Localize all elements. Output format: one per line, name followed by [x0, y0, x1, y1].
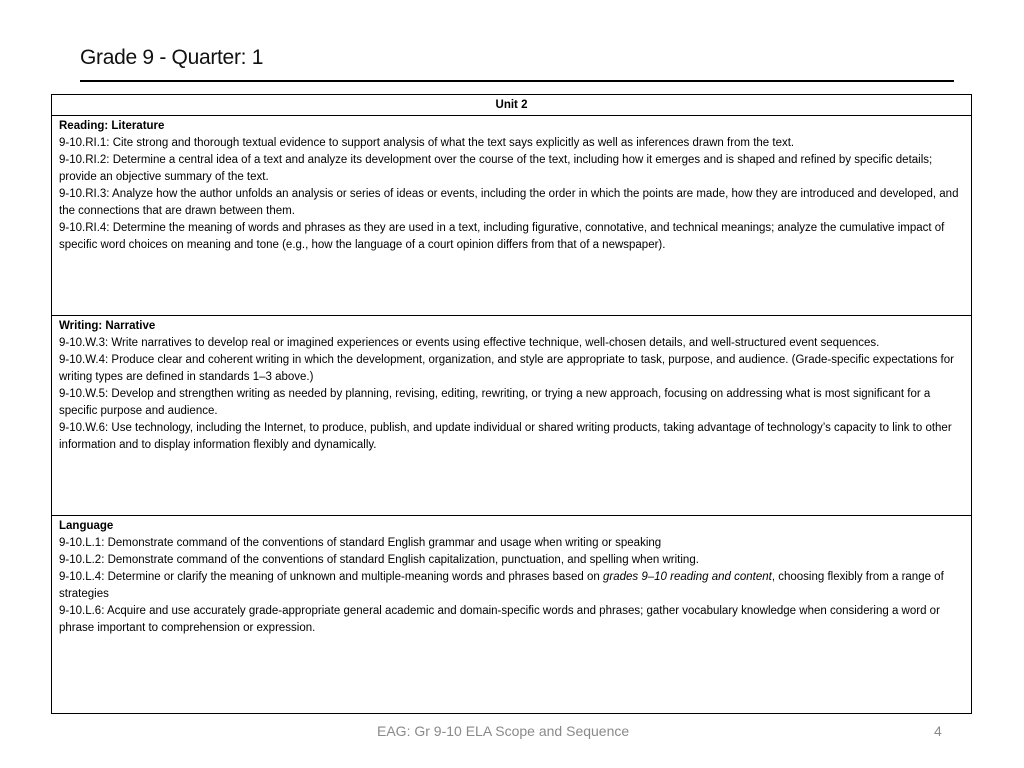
- standard-item: 9-10.RI.1: Cite strong and thorough textual evidence to support analysis of what the text says explicitly as well as inferences drawn from the text.: [59, 137, 795, 149]
- footer-text: EAG: Gr 9-10 ELA Scope and Sequence: [377, 723, 630, 739]
- standard-item: 9-10.L.6: Acquire and use accurately grade-appropriate general academic and domain-specific words and phrases; gather vocabulary knowledge when considering a word or phrase important to comprehension or expression.: [59, 605, 940, 634]
- standard-item: 9-10.W.3: Write narratives to develop real or imagined experiences or events using effective technique, well-chosen details, and well-structured event sequences.: [59, 337, 880, 349]
- standards-table: [51, 94, 972, 714]
- standard-item: 9-10.W.5: Develop and strengthen writing as needed by planning, revising, editing, rewriting, or trying a new approach, focusing on addressing what is most significant for a specific purpose and audience.: [59, 388, 931, 417]
- reading-section: [52, 116, 971, 316]
- standard-item: 9-10.L.2: Demonstrate command of the conventions of standard English capitalization, punctuation, and spelling when writing.: [59, 554, 699, 566]
- writing-section: [52, 316, 971, 516]
- standard-item: [59, 569, 964, 603]
- standard-italic-text: grades 9–10 reading and content: [603, 571, 772, 583]
- writing-heading: Writing: Narrative: [59, 320, 156, 332]
- standard-item: 9-10.RI.2: Determine a central idea of a text and analyze its development over the course of the text, including how it emerges and is shaped and refined by specific details; provide an objective summary of the text.: [59, 154, 933, 183]
- standard-item: 9-10.RI.3: Analyze how the author unfolds an analysis or series of ideas or events, including the order in which the points are made, how they are introduced and developed, and the connections that are drawn between them.: [59, 188, 959, 217]
- standard-item: 9-10.L.1: Demonstrate command of the conventions of standard English grammar and usage when writing or speaking: [59, 537, 662, 549]
- page-number: 4: [934, 723, 942, 739]
- title-divider: [80, 80, 954, 82]
- language-section: [52, 516, 971, 713]
- standard-item: 9-10.W.4: Produce clear and coherent writing in which the development, organization, and style are appropriate to task, purpose, and audience. (Grade-specific expectations for writing types are defined in standards 1–3 above.): [59, 354, 954, 383]
- unit-header: Unit 2: [52, 95, 971, 116]
- language-heading: Language: [59, 520, 114, 532]
- page-title: Grade 9 - Quarter: 1: [80, 46, 264, 69]
- standard-text: , choosing flexibly from a range of strategies: [59, 571, 944, 600]
- standard-item: 9-10.W.6: Use technology, including the Internet, to produce, publish, and update individual or shared writing products, taking advantage of technology’s capacity to link to other information and to display information flexibly and dynamically.: [59, 422, 952, 451]
- standard-item: 9-10.RI.4: Determine the meaning of words and phrases as they are used in a text, including figurative, connotative, and technical meanings; analyze the cumulative impact of specific word choices on meaning and tone (e.g., how the language of a court opinion differs from that of a newspaper).: [59, 222, 945, 251]
- reading-heading: Reading: Literature: [59, 120, 165, 132]
- standard-text: 9-10.L.4: Determine or clarify the meaning of unknown and multiple-meaning words and phrases based on: [59, 571, 604, 583]
